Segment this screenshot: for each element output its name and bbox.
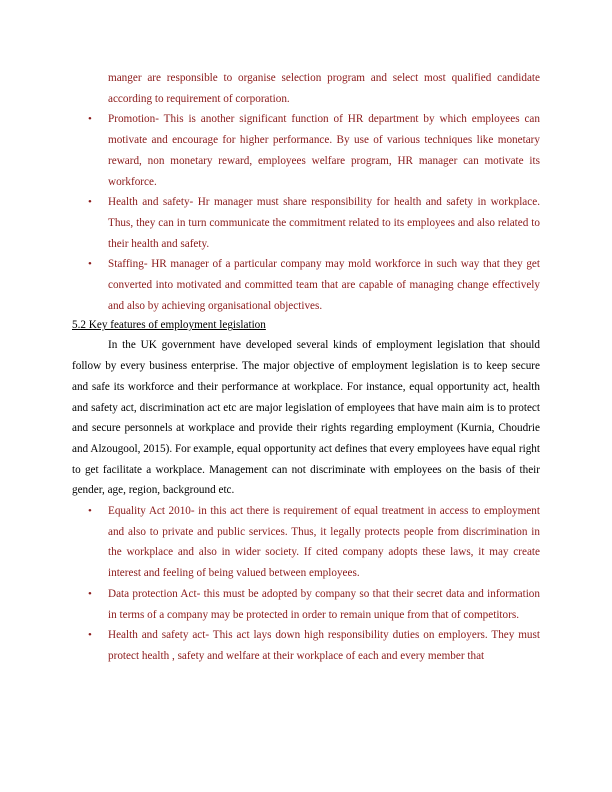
list-item-text: Health and safety act- This act lays down high responsibility duties on employers. They must protect health , safety and welfare at their workplace of each and every member that <box>108 629 540 662</box>
bullet-icon: • <box>88 196 92 209</box>
bullet-icon: • <box>88 258 92 271</box>
list-item <box>72 584 540 625</box>
legislation-list <box>72 501 540 667</box>
list-item-text: Staffing- HR manager of a particular company may mold workforce in such way that they get converted into motivated and committed team that are capable of managing change effectively and also by achieving organisational objectives. <box>108 258 540 312</box>
bullet-icon: • <box>88 505 92 518</box>
list-item <box>72 254 540 316</box>
list-item <box>72 109 540 192</box>
list-item-text: Equality Act 2010- in this act there is requirement of equal treatment in access to employment and also to private and public services. Thus, it legally protects people from discrimination in the workplace and also in wider society. If cited company adopts these laws, it may create interest and feeling of being valued between employees. <box>108 505 540 580</box>
list-item <box>72 192 540 254</box>
bullet-icon: • <box>88 587 92 600</box>
continuation-text: manger are responsible to organise selection program and select most qualified candidate according to requirement of corporation. <box>108 72 540 105</box>
list-item-text: Promotion- This is another significant function of HR department by which employees can motivate and encourage for higher performance. By use of various techniques like monetary reward, non monetary reward, employees welfare program, HR manager can motivate its workforce. <box>108 113 540 188</box>
list-item-text: Health and safety- Hr manager must share responsibility for health and safety in workplace. Thus, they can in turn communicate the commitment related to its employees and also related to their health and safety. <box>108 196 540 250</box>
page-content <box>72 68 540 667</box>
list-item <box>72 501 540 584</box>
bullet-icon: • <box>88 113 92 126</box>
body-paragraph: In the UK government have developed several kinds of employment legislation that should follow by every business enterprise. The major objective of employment legislation is to keep secure and safe its workforce and their performance at workplace. For instance, equal opportunity act, health and safety act, discrimination act etc are major legislation of employees that have main aim is to protect and secure personnels at workplace and provide their rights regarding employment (Kurnia, Choudrie and Alzougool, 2015). For example, equal opportunity act defines that every employees have equal right to get facilitate a workplace. Management can not discriminate with employees on the basis of their gender, age, region, background etc. <box>72 339 540 497</box>
section-heading: 5.2 Key features of employment legislation <box>72 319 266 332</box>
list-item <box>72 625 540 666</box>
hr-functions-list <box>72 109 540 316</box>
list-item-text: Data protection Act- this must be adopted by company so that their secret data and information in terms of a company may be protected in order to remain unique from that of competitors. <box>108 587 540 621</box>
bullet-icon: • <box>88 629 92 642</box>
